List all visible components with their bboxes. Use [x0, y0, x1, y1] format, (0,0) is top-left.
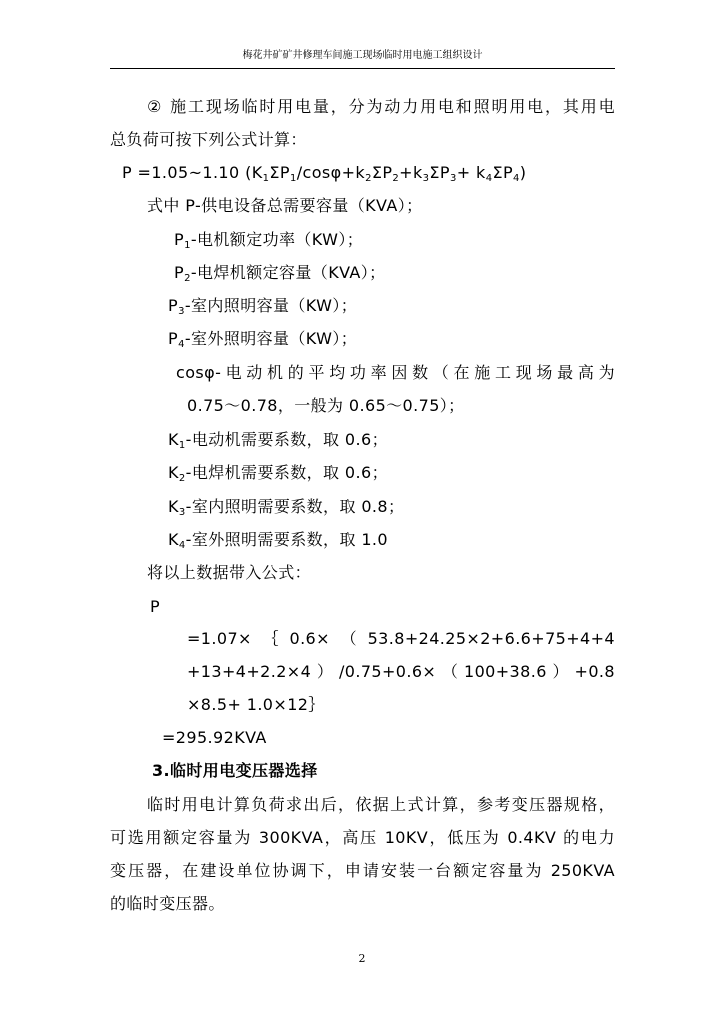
definition-line — [174, 262, 386, 284]
definition-text: -电焊机需要系数，取 0.6； — [185, 463, 388, 482]
formula-text: + k — [456, 163, 486, 182]
section-heading: 3.临时用电变压器选择 — [152, 761, 318, 780]
subscript: 4 — [178, 339, 185, 350]
definition-text: -电焊机额定容量（KVA）； — [190, 263, 386, 282]
subscript: 3 — [178, 306, 185, 317]
subscript: 2 — [392, 173, 400, 184]
definition-text: -电机额定功率（KW）； — [190, 230, 364, 249]
definition-line — [168, 462, 388, 484]
definition-line — [168, 295, 357, 317]
subscript: 4 — [178, 540, 186, 551]
calc-line: +13+4+2.2×4）/0.75+0.6×（100+38.6）+0.8 — [187, 662, 615, 681]
subscript: 2 — [365, 173, 372, 184]
subscript: 1 — [289, 173, 297, 184]
symbol: P — [168, 296, 179, 315]
paragraph-line: 临时用电计算负荷求出后，依据上式计算，参考变压器规格， — [147, 795, 615, 814]
symbol: K — [168, 530, 179, 549]
subscript: 1 — [262, 173, 270, 184]
definition-text: -室内照明容量（KW）； — [184, 296, 358, 315]
definition-line — [168, 529, 388, 551]
calc-line: ×8.5+ 1.0×12｝ — [187, 695, 325, 714]
calc-line: =1.07×｛0.6×（53.8+24.25×2+6.6+75+4+4 — [187, 629, 615, 648]
paragraph-line: 变压器，在建设单位协调下，申请安装一台额定容量为 250KVA — [110, 861, 615, 880]
symbol: K — [168, 497, 179, 516]
symbol: P — [168, 329, 179, 348]
paragraph-line: 可选用额定容量为 300KVA，高压 10KV，低压为 0.4KV 的电力 — [110, 828, 615, 847]
symbol: K — [168, 430, 179, 449]
formula-text: ΣP — [492, 163, 514, 182]
formula-text: ΣP — [371, 163, 393, 182]
formula-text: /cosφ+k — [296, 163, 366, 182]
symbol: K — [168, 463, 179, 482]
definition-line — [168, 328, 357, 350]
subscript: 1 — [178, 440, 186, 451]
paragraph-line: ② 施工现场临时用电量，分为动力用电和照明用电，其用电 — [147, 97, 615, 116]
running-header: 梅花井矿矿井修理车间施工现场临时用电施工组织设计 — [110, 48, 615, 69]
load-formula — [122, 162, 526, 184]
definition-line — [174, 229, 363, 251]
definition-text: -室外照明容量（KW）； — [184, 329, 358, 348]
calc-result: =295.92KVA — [162, 728, 267, 747]
definition-text: -室外照明需要系数，取 1.0 — [185, 530, 388, 549]
formula-text: ) — [519, 163, 527, 182]
subscript: 3 — [449, 173, 457, 184]
formula-text: P =1.05~1.10 (K — [122, 163, 263, 182]
definition-line — [168, 496, 404, 518]
page-number: 2 — [358, 952, 366, 965]
paragraph-line: 将以上数据带入公式： — [147, 563, 312, 582]
calc-line: P — [150, 597, 161, 616]
paragraph-line: 总负荷可按下列公式计算： — [110, 130, 307, 149]
subscript: 1 — [184, 240, 191, 251]
definition-text: -电动机需要系数，取 0.6； — [185, 430, 388, 449]
subscript: 2 — [178, 473, 186, 484]
subscript: 2 — [184, 273, 191, 284]
definition-line: 式中 P-供电设备总需要容量（KVA）； — [147, 196, 423, 215]
definition-text: -室内照明需要系数，取 0.8； — [185, 497, 405, 516]
subscript: 4 — [513, 173, 520, 184]
formula-text: ΣP — [269, 163, 290, 182]
definition-line — [168, 429, 388, 451]
subscript: 3 — [422, 173, 430, 184]
subscript: 4 — [485, 173, 493, 184]
formula-text: +k — [399, 163, 423, 182]
paragraph-line: 的临时变压器。 — [110, 894, 225, 913]
subscript: 3 — [178, 507, 186, 518]
definition-line: 0.75～0.78，一般为 0.65～0.75）； — [187, 396, 465, 415]
symbol: P — [174, 263, 185, 282]
symbol: P — [174, 230, 185, 249]
formula-text: ΣP — [429, 163, 450, 182]
definition-line: cosφ-电动机的平均功率因数（在施工现场最高为 — [176, 363, 615, 382]
